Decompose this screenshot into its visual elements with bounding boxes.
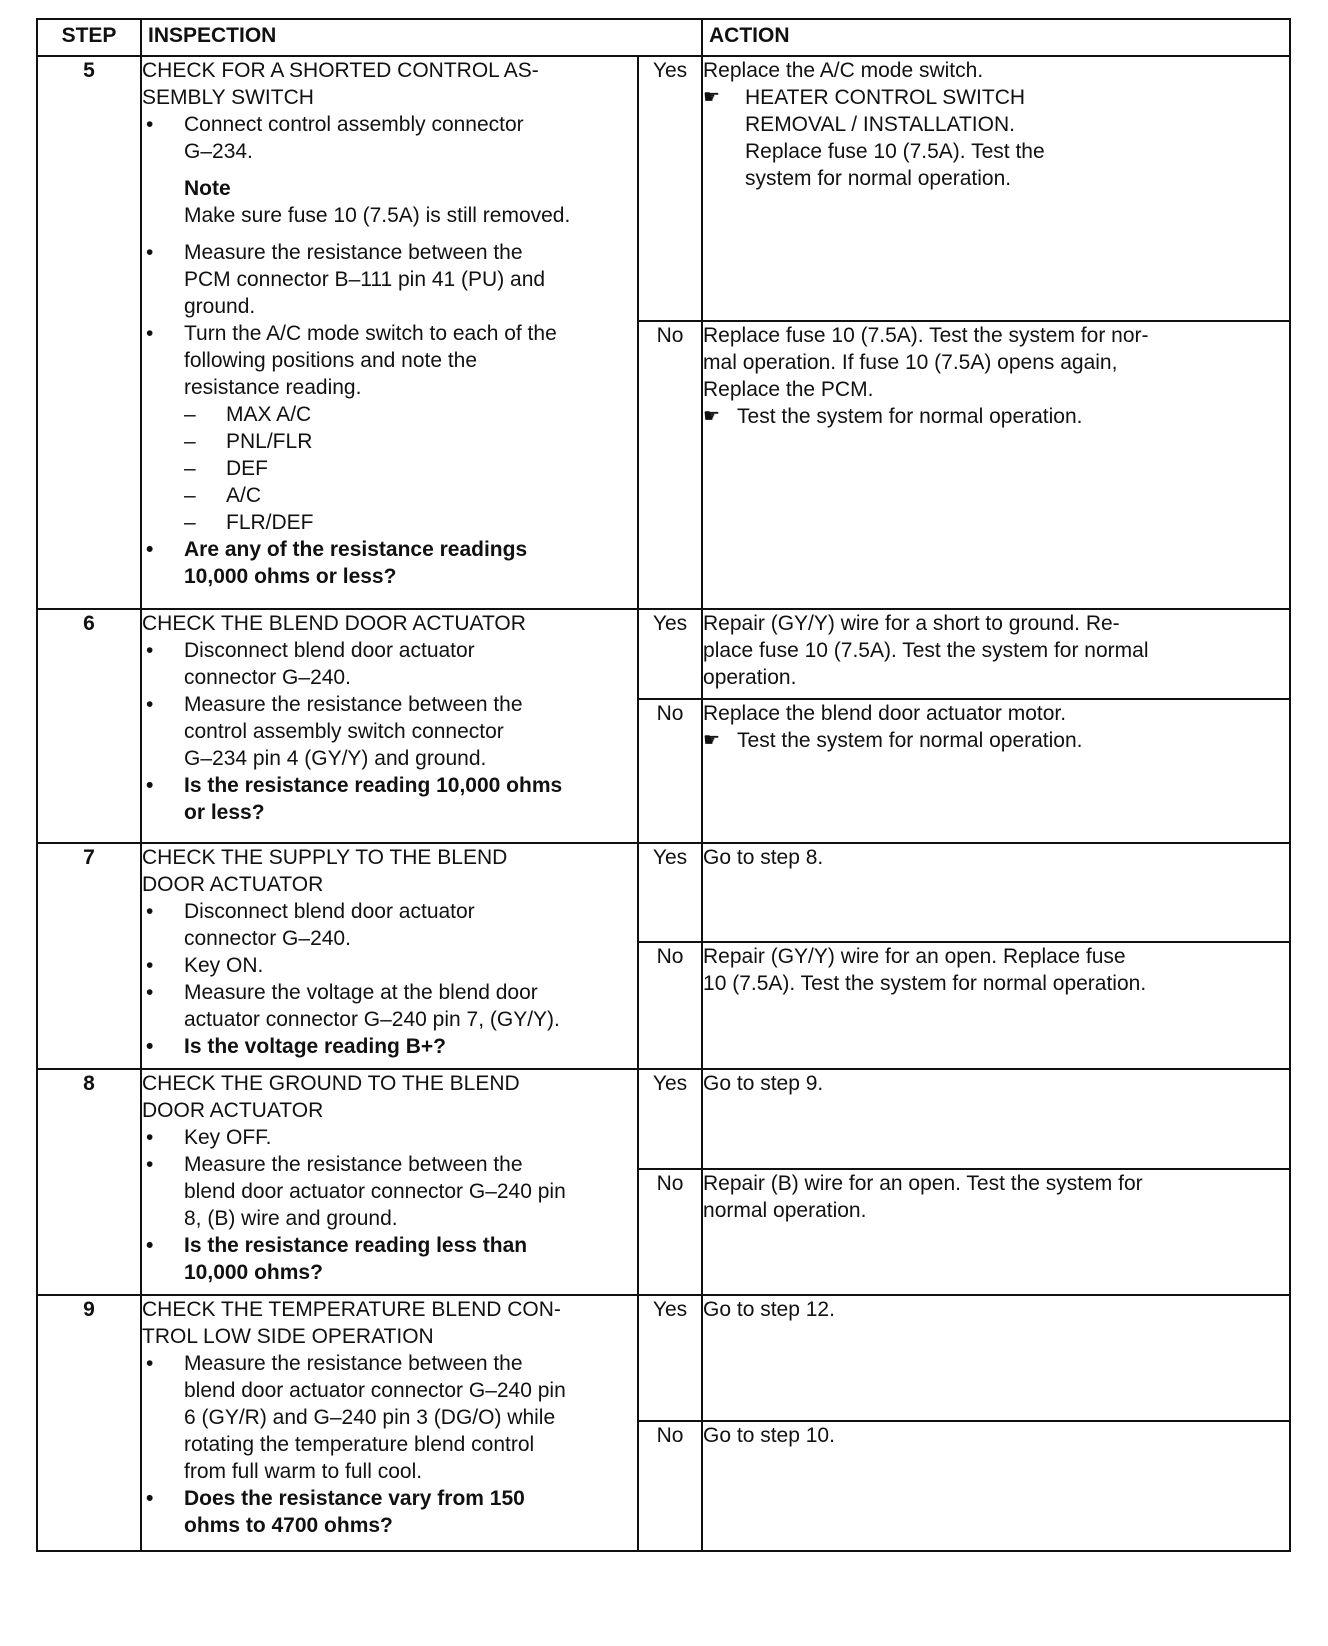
step-9-inspection bbox=[141, 1295, 638, 1551]
bullet-line: ground. bbox=[184, 295, 256, 318]
step-title-line: CHECK THE TEMPERATURE BLEND CON- bbox=[142, 1298, 561, 1321]
action-line: normal operation. bbox=[703, 1199, 867, 1222]
step-6-inspection bbox=[141, 609, 638, 843]
bullet-line: • Measure the resistance between the bbox=[184, 693, 523, 716]
yes-label: Yes bbox=[638, 56, 702, 321]
inspection-question bbox=[142, 1232, 637, 1286]
inspection-bullet bbox=[142, 952, 637, 979]
bullet-line: G–234 pin 4 (GY/Y) and ground. bbox=[184, 747, 487, 770]
step-number: 5 bbox=[37, 56, 141, 609]
no-label: No bbox=[638, 699, 702, 843]
step-5-yes-action bbox=[702, 56, 1290, 321]
action-line: Go to step 9. bbox=[703, 1072, 824, 1095]
yes-label: Yes bbox=[638, 843, 702, 942]
note-label: Note bbox=[184, 177, 231, 200]
reference-line: Test the system for normal operation. bbox=[737, 405, 1083, 428]
step-title-line: DOOR ACTUATOR bbox=[142, 873, 324, 896]
bullet-line: connector G–240. bbox=[184, 927, 351, 950]
bullet-line: • Key OFF. bbox=[184, 1126, 272, 1149]
inspection-bullet bbox=[142, 239, 637, 320]
step-title-line: DOOR ACTUATOR bbox=[142, 1099, 324, 1122]
bullet-line: resistance reading. bbox=[184, 376, 362, 399]
note-text: Make sure fuse 10 (7.5A) is still removed. bbox=[184, 204, 571, 227]
step-5-no-action bbox=[702, 321, 1290, 609]
bullet-line: • Measure the resistance between the bbox=[184, 1153, 523, 1176]
table-header-row bbox=[37, 19, 1290, 56]
header-action: ACTION bbox=[702, 19, 1290, 56]
inspection-question bbox=[142, 536, 637, 590]
question-line: • Is the voltage reading B+? bbox=[184, 1035, 446, 1058]
position-item: – DEF bbox=[184, 455, 637, 482]
action-line: system for normal operation. bbox=[745, 167, 1012, 190]
step-5-yes-row bbox=[37, 56, 1290, 321]
step-8-yes-action bbox=[702, 1069, 1290, 1169]
inspection-bullet bbox=[142, 898, 637, 952]
inspection-bullet bbox=[142, 320, 637, 536]
bullet-line: G–234. bbox=[184, 140, 253, 163]
action-line: Go to step 8. bbox=[703, 846, 824, 869]
bullet-line: • Disconnect blend door actuator bbox=[184, 900, 475, 923]
header-step: STEP bbox=[37, 19, 141, 56]
no-label: No bbox=[638, 1421, 702, 1551]
question-line: ohms to 4700 ohms? bbox=[184, 1514, 393, 1537]
no-label: No bbox=[638, 1169, 702, 1295]
step-7-inspection bbox=[141, 843, 638, 1069]
diagnostic-table bbox=[36, 18, 1291, 1552]
reference-line: Test the system for normal operation. bbox=[737, 729, 1083, 752]
inspection-bullet bbox=[142, 979, 637, 1033]
action-line: Repair (B) wire for an open. Test the system for bbox=[703, 1172, 1143, 1195]
question-line: or less? bbox=[184, 801, 265, 824]
bullet-line: from full warm to full cool. bbox=[184, 1460, 423, 1483]
action-line: Replace the blend door actuator motor. bbox=[703, 702, 1067, 725]
inspection-question bbox=[142, 772, 637, 826]
step-number: 8 bbox=[37, 1069, 141, 1295]
bullet-line: • Measure the voltage at the blend door bbox=[184, 981, 538, 1004]
question-line: • Are any of the resistance readings bbox=[184, 538, 528, 561]
step-8-no-action bbox=[702, 1169, 1290, 1295]
inspection-bullet bbox=[142, 1151, 637, 1232]
bullet-line: • Key ON. bbox=[184, 954, 264, 977]
step-6-yes-action bbox=[702, 609, 1290, 699]
yes-label: Yes bbox=[638, 1295, 702, 1421]
position-item: – FLR/DEF bbox=[184, 509, 637, 536]
action-line: Replace the A/C mode switch. bbox=[703, 59, 984, 82]
bullet-line: • Measure the resistance between the bbox=[184, 241, 523, 264]
action-line: operation. bbox=[703, 666, 797, 689]
bullet-line: blend door actuator connector G–240 pin bbox=[184, 1379, 566, 1402]
bullet-line: rotating the temperature blend control bbox=[184, 1433, 535, 1456]
bullet-line: • Connect control assembly connector bbox=[184, 113, 524, 136]
question-line: • Is the resistance reading less than bbox=[184, 1234, 528, 1257]
step-number: 7 bbox=[37, 843, 141, 1069]
position-list bbox=[184, 401, 637, 536]
step-6-yes-row bbox=[37, 609, 1290, 699]
inspection-bullet bbox=[142, 1124, 637, 1151]
step-8-inspection bbox=[141, 1069, 638, 1295]
bullet-line: following positions and note the bbox=[184, 349, 478, 372]
step-title-line: TROL LOW SIDE OPERATION bbox=[142, 1325, 434, 1348]
inspection-question bbox=[142, 1033, 637, 1060]
action-line: Repair (GY/Y) wire for an open. Replace fuse bbox=[703, 945, 1126, 968]
bullet-line: control assembly switch connector bbox=[184, 720, 504, 743]
step-title-line: CHECK FOR A SHORTED CONTROL AS- bbox=[142, 59, 539, 82]
step-7-no-action bbox=[702, 942, 1290, 1069]
position-item: – PNL/FLR bbox=[184, 428, 637, 455]
inspection-bullet bbox=[142, 111, 637, 165]
step-8-yes-row bbox=[37, 1069, 1290, 1169]
position-item: – MAX A/C bbox=[184, 401, 637, 428]
inspection-bullet bbox=[142, 637, 637, 691]
question-line: 10,000 ohms? bbox=[184, 1261, 323, 1284]
yes-label: Yes bbox=[638, 1069, 702, 1169]
bullet-line: PCM connector B–111 pin 41 (PU) and bbox=[184, 268, 546, 291]
step-5-inspection bbox=[141, 56, 638, 609]
bullet-line: • Turn the A/C mode switch to each of the bbox=[184, 322, 557, 345]
inspection-bullet bbox=[142, 1350, 637, 1485]
reference bbox=[703, 403, 1289, 430]
step-7-yes-row bbox=[37, 843, 1290, 942]
bullet-line: • Disconnect blend door actuator bbox=[184, 639, 475, 662]
question-line: • Does the resistance vary from 150 bbox=[184, 1487, 525, 1510]
bullet-line: • Measure the resistance between the bbox=[184, 1352, 523, 1375]
action-line: mal operation. If fuse 10 (7.5A) opens again, bbox=[703, 351, 1118, 374]
step-6-no-action bbox=[702, 699, 1290, 843]
step-title-line: CHECK THE GROUND TO THE BLEND bbox=[142, 1072, 520, 1095]
bullet-line: connector G–240. bbox=[184, 666, 351, 689]
bullet-line: actuator connector G–240 pin 7, (GY/Y). bbox=[184, 1008, 560, 1031]
step-9-yes-action bbox=[702, 1295, 1290, 1421]
inspection-bullet bbox=[142, 691, 637, 772]
step-number: 6 bbox=[37, 609, 141, 843]
action-line: Replace fuse 10 (7.5A). Test the system for nor- bbox=[703, 324, 1149, 347]
action-line: Replace fuse 10 (7.5A). Test the bbox=[745, 140, 1045, 163]
reference-line: REMOVAL / INSTALLATION. bbox=[745, 113, 1015, 136]
question-line: • Is the resistance reading 10,000 ohms bbox=[184, 774, 563, 797]
step-7-yes-action bbox=[702, 843, 1290, 942]
pointing-hand-icon: ☛ bbox=[703, 730, 721, 751]
reference-line: HEATER CONTROL SWITCH bbox=[745, 86, 1026, 109]
action-line: place fuse 10 (7.5A). Test the system for normal bbox=[703, 639, 1149, 662]
header-inspection: INSPECTION bbox=[141, 19, 702, 56]
action-line: Go to step 12. bbox=[703, 1298, 835, 1321]
step-9-no-action bbox=[702, 1421, 1290, 1551]
no-label: No bbox=[638, 942, 702, 1069]
note-block bbox=[142, 175, 637, 229]
reference bbox=[703, 84, 1289, 192]
action-line: Go to step 10. bbox=[703, 1424, 835, 1447]
position-item: – A/C bbox=[184, 482, 637, 509]
step-title-line: SEMBLY SWITCH bbox=[142, 86, 314, 109]
yes-label: Yes bbox=[638, 609, 702, 699]
inspection-question bbox=[142, 1485, 637, 1539]
bullet-line: 8, (B) wire and ground. bbox=[184, 1207, 398, 1230]
step-title-line: CHECK THE SUPPLY TO THE BLEND bbox=[142, 846, 508, 869]
bullet-line: 6 (GY/R) and G–240 pin 3 (DG/O) while bbox=[184, 1406, 556, 1429]
pointing-hand-icon: ☛ bbox=[703, 87, 721, 108]
step-number: 9 bbox=[37, 1295, 141, 1551]
step-9-yes-row bbox=[37, 1295, 1290, 1421]
action-line: Replace the PCM. bbox=[703, 378, 874, 401]
pointing-hand-icon: ☛ bbox=[703, 406, 721, 427]
bullet-line: blend door actuator connector G–240 pin bbox=[184, 1180, 566, 1203]
step-title-line: CHECK THE BLEND DOOR ACTUATOR bbox=[142, 612, 526, 635]
action-line: 10 (7.5A). Test the system for normal operation. bbox=[703, 972, 1147, 995]
no-label: No bbox=[638, 321, 702, 609]
reference bbox=[703, 727, 1289, 754]
action-line: Repair (GY/Y) wire for a short to ground. Re- bbox=[703, 612, 1120, 635]
question-line: 10,000 ohms or less? bbox=[184, 565, 397, 588]
